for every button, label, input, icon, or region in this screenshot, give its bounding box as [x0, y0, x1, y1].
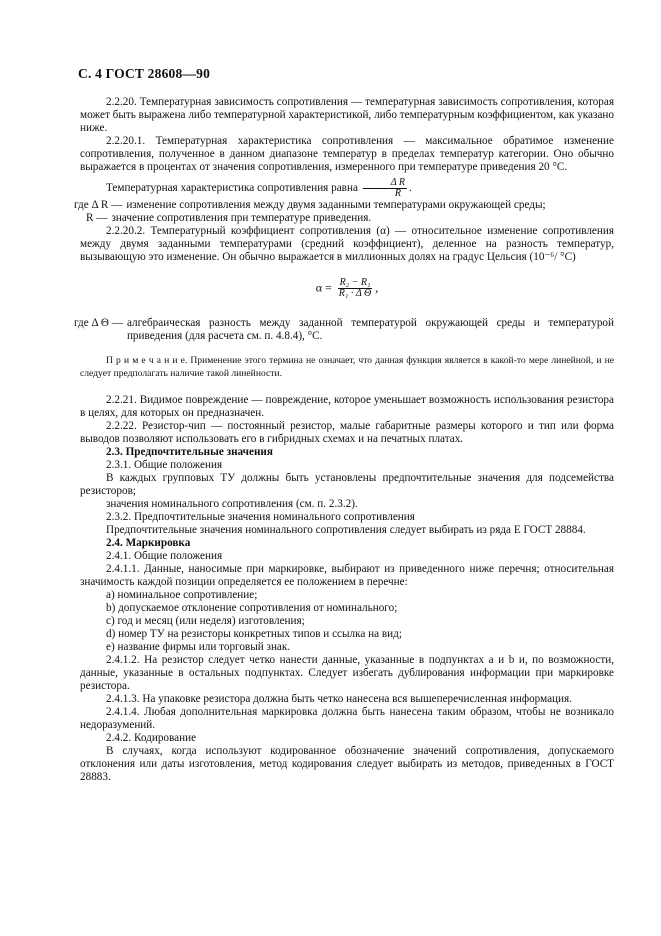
where-r-label: R —: [86, 212, 108, 224]
paragraph-2-4-1: 2.4.1. Общие положения: [106, 550, 223, 562]
formula-lhs: α =: [315, 280, 332, 295]
marking-list: [80, 589, 614, 654]
paragraph-2-3-1: 2.3.1. Общие положения: [106, 459, 223, 471]
page-header: С. 4 ГОСТ 28608—90: [78, 66, 211, 81]
document-body: [74, 96, 614, 784]
paragraph-2-2-22: 2.2.22. Резистор-чип — постоянный резистор, малые габаритные размеры которого и тип или форма выводов позволяют использовать его в гибридных схемах и на печатных платах.: [80, 420, 614, 445]
temp-characteristic-line: Температурная характеристика сопротивления равна $\frac{\text{Δ R}}{R}$ .: [106, 177, 412, 199]
where-r: [86, 212, 614, 225]
paragraph-2-2-20-2: 2.2.20.2. Температурный коэффициент сопротивления (α) — относительное изменение сопротивления между двумя заданными температурами (средний коэффициент), деленное на разность температур, вызывающую это изменение. Он обычно выражается в миллионных долях на градус Цельсия (10⁻⁶/ °С): [80, 225, 614, 263]
fraction-denominator: R: [394, 188, 401, 199]
formula-denominator: R₁ · Δ Θ: [338, 288, 372, 299]
paragraph-2-3-1-text: В каждых групповых ТУ должны быть установлены предпочтительные значения для подсемейства резисторов;: [80, 472, 614, 497]
delta-r-fraction: [363, 178, 407, 199]
list-item: e) название фирмы или торговый знак.: [106, 641, 291, 653]
paragraph-2-4-1-2: 2.4.1.2. На резистор следует четко нанести данные, указанные в подпунктах а и b и, по возможности, данные, указанные в остальных подпунктах. Следует избегать дублирования информации при маркировке резистора.: [80, 654, 614, 692]
where-delta-theta-label: где Δ Θ —: [74, 317, 123, 329]
fraction-numerator: Δ R: [363, 178, 407, 189]
list-item: c) год и месяц (или неделя) изготовления;: [106, 615, 305, 627]
where-delta-r-label: где Δ R —: [74, 199, 123, 211]
paragraph-2-3-2: 2.3.2. Предпочтительные значения номинального сопротивления: [106, 511, 415, 523]
formula-fraction: [337, 278, 374, 299]
paragraph-2-4-2-text: В случаях, когда используют кодированное обозначение значений сопротивления, допускаемого отклонения или даты изготовления, метод кодирования следует выбирать из методов, приведенных в ГОСТ 28883.: [80, 745, 614, 783]
temp-characteristic-text: Температурная характеристика сопротивления равна: [106, 182, 358, 195]
where-delta-r: [74, 199, 614, 212]
where-r-text: значение сопротивления при температуре приведения.: [111, 212, 372, 224]
paragraph-2-2-21: 2.2.21. Видимое повреждение — повреждение, которое уменьшает возможность использования резистора в целях, для которых он предназначен.: [80, 394, 614, 419]
alpha-formula: α = $\frac{\text{R₂ − R₁}}{\text{R₁ · Δ Θ}}$ ,: [315, 277, 379, 299]
paragraph-2-4-1-4: 2.4.1.4. Любая дополнительная маркировка должна быть нанесена таким образом, чтобы не возникало недоразумений.: [80, 706, 614, 731]
paragraph-2-4-1-3: 2.4.1.3. На упаковке резистора должна быть четко нанесена вся вышеперечисленная информация.: [106, 693, 572, 705]
paragraph-2-4-1-1: 2.4.1.1. Данные, наносимые при маркировке, выбирают из приведенного ниже перечня; относительная значимость каждой позиции определяется ее положением в перечне:: [80, 563, 614, 588]
list-item: b) допускаемое отклонение сопротивления от номинального;: [106, 602, 398, 614]
heading-2-4: 2.4. Маркировка: [106, 537, 191, 549]
paragraph-2-3-1-text2: значения номинального сопротивления (см. п. 2.3.2).: [106, 498, 358, 510]
list-item: a) номинальное сопротивление;: [106, 589, 258, 601]
where-delta-r-text: изменение сопротивления между двумя заданными температурами окружающей среды;: [126, 199, 546, 211]
paragraph-2-4-2: 2.4.2. Кодирование: [106, 732, 197, 744]
note: [80, 355, 614, 380]
where-delta-theta-text: алгебраическая разность между заданной температурой окружающей среды и температурой приведения (для расчета см. п. 4.8.4), °С.: [126, 317, 614, 342]
paragraph-2-3-2-text: Предпочтительные значения номинального сопротивления следует выбирать из ряда Е ГОСТ 28884.: [106, 524, 586, 536]
heading-2-3: 2.3. Предпочтительные значения: [106, 446, 273, 458]
paragraph-2-2-20: 2.2.20. Температурная зависимость сопротивления — температурная зависимость сопротивления, которая может быть выражена либо температурной характеристикой, либо температурным коэффициентом, как указано ниже.: [80, 96, 614, 134]
note-label: П р и м е ч а н и е.: [106, 355, 188, 366]
where-delta-theta: [74, 317, 614, 343]
list-item: d) номер ТУ на резисторы конкретных типов и ссылка на вид;: [106, 628, 402, 640]
formula-numerator: R₂ − R₁: [339, 277, 371, 288]
note-text: Применение этого термина не означает, что данная функция является в какой-то мере линейной, и не следует предполагать наличие такой линейности.: [80, 355, 614, 379]
paragraph-2-2-20-1: 2.2.20.1. Температурная характеристика сопротивления — максимальное обратимое изменение сопротивления, полученное в данном диапазоне температур в пределах температур категории. Оно обычно выражается в процентах от значения сопротивления, измеренного при температуре приведения 20 °С.: [80, 135, 614, 173]
